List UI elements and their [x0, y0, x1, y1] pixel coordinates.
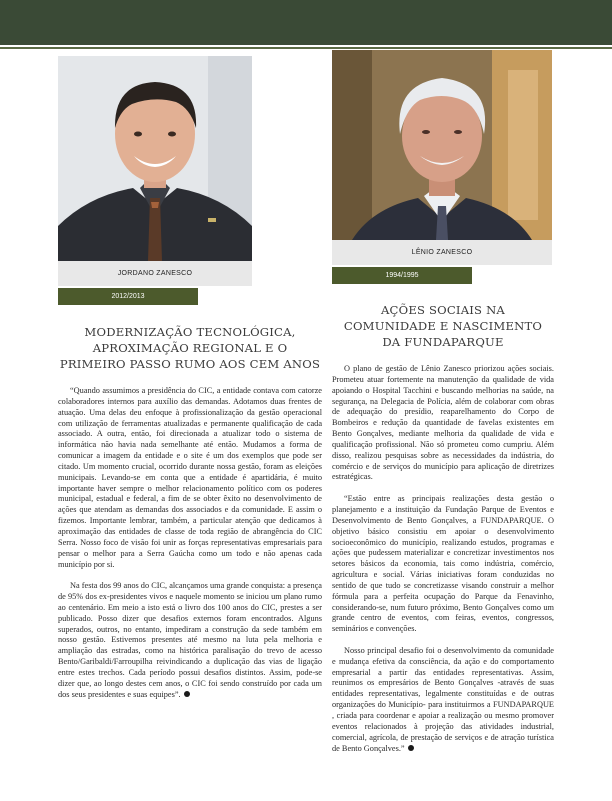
body-paragraph — [58, 581, 322, 700]
portrait-caption-left: JORDANO ZANESCO — [58, 261, 252, 286]
body-paragraph-text: Nosso principal desafio foi o desenvolvimento da comunidade e mudança efetiva da consciência, da ação e do comportamento empresarial a partir das entidades representativas. Assim, reunimos os empresários de Bento Gonçalves -através de suas entidades representativas, legalmente constituídas e de outras organizações do Município- para instituirmos a FUNDAPARQUE , criada para coordenar e apoiar a realização ou mesmo promover eventos relacionados à projeção das atividades industrial, comercial, agrícola, de prestação de serviços e de atração turística de Bento Gonçalves.” — [332, 645, 554, 753]
heading-line: AÇÕES SOCIAIS NA — [380, 303, 506, 317]
top-header-bar — [0, 0, 612, 45]
section-heading-left — [58, 324, 322, 372]
term-badge-left: 2012/2013 — [58, 288, 198, 305]
body-paragraph: O plano de gestão de Lênio Zanesco priorizou ações sociais. Prometeu atuar fortemente na manutenção da qualidade de vida apoiando o Hospital Tacchini e buscando melhorias na saúde, na segurança, na Delegacia de Polícia, além de colaborar com obras de adequação do presídio, reaparelhamento do Corpo de Bombeiros e redução da quantidade de favelas existentes em Bento Gonçalves, mediante melhoria da qualidade de vida e qualificação profissional. Não só prometeu como cumpriu. Além disso, realizou pesquisas sobre as necessidades da indústria, do comércio e de serviços do município para aplicação de diretrizes estratégicas. — [332, 364, 554, 482]
body-paragraph: “Quando assumimos a presidência do CIC, a entidade contava com catorze colaboradores internos para auxílio das demandas. Adotamos duas frentes de atuação. Uma delas deu enfoque à profissionalização da gestão operacional com utilização de ferramentas atualizadas e permanente qualificação de cada associado. A outra, então, foi direcionada a atualizar todo o sistema de informática não havia nada semelhante até então. Mudamos a forma de comunicar a imagem da entidade e o site é um dos exemplos que pode ser citado. Um momento crucial, ocorrido durante nossa gestão, foram as eleições municipais. Levando-se em conta que a entidade é apartidária, é muito importante haver sempre o melhor relacionamento político com os poderes municipal, estadual e federal, a fim de se obter êxito no desenvolvimento de ações que atendam as demandas dos associados e da comunidade. E assim o fizemos. Importante lembrar, também, a particular atenção que dedicamos à aproximação das entidades de classe de toda região de abrangência do CIC Serra. Nosso foco de visão foi unir as forças representativas empresariais para pensar o melhor para a Serra Gaúcha como um todo e não apenas cada município por si. — [58, 386, 322, 569]
article-body-left — [58, 386, 322, 700]
portrait-caption-right: LÊNIO ZANESCO — [332, 240, 552, 265]
portrait-photo-jordano — [58, 56, 252, 261]
body-paragraph — [332, 646, 554, 754]
header-rule — [0, 47, 612, 49]
article-body-right — [332, 364, 554, 754]
end-mark-icon — [408, 745, 414, 751]
heading-line: MODERNIZAÇÃO TECNOLÓGICA, — [84, 325, 296, 339]
section-heading-right — [332, 302, 554, 350]
end-mark-icon — [184, 691, 190, 697]
heading-line: DA FUNDAPARQUE — [382, 335, 504, 349]
heading-line: COMUNIDADE E NASCIMENTO — [343, 319, 543, 333]
body-paragraph-text: Na festa dos 99 anos do CIC, alcançamos uma grande conquista: a presença de 95% dos ex-presidentes vivos e naquele momento se iniciou um plano rumo ao centenário. Em meio a isto está o livro dos 100 anos do CIC, prestes a ser publicado. Posso dizer que desafios externos foram encontrados. Alguns superados, outros, no entanto, impediram a construção da sede também em nosso gestão. Estivemos presentes até mesmo na luta pela melhoria e ampliação das estradas, como na histórica paralisação do trevo de acesso Bento/Garibaldi/Farroupilha reivindicando a duplicação das vias de ligação entre estes trechos. Cada período possui desafios distintos. Assim, pode-se dizer que, ao longo destes cem anos, o CIC foi sendo construído por cada um dos seus presidentes e suas equipes”. — [58, 581, 322, 699]
heading-line: PRIMEIRO PASSO RUMO AOS CEM ANOS — [59, 357, 321, 371]
term-badge-right: 1994/1995 — [332, 267, 472, 284]
heading-line: APROXIMAÇÃO REGIONAL E O — [92, 341, 288, 355]
portrait-photo-lenio — [332, 50, 552, 240]
body-paragraph: “Estão entre as principais realizações desta gestão o planejamento e a instituição da Fundação Parque de Eventos e Desenvolvimento de Bento Gonçalves, a FUNDAPARQUE. O objetivo básico consistiu em apoiar o desenvolvimento socioeconômico do município, realizando estudos, programas e ações que pudessem materializar e concretizar investimentos nos setores básicos da economia, tais como indústria, comércio, agricultura e social. Várias iniciativas foram conduzidas no sentido de que tudo se concretizasse visando construir a melhor fórmula para a perfeita ocupação do Parque da Fenavinho, considerando-se, num futuro próximo, Bento Gonçalves como um grande centro de eventos, com feiras, eventos, congressos, seminários e convenções. — [332, 494, 554, 634]
